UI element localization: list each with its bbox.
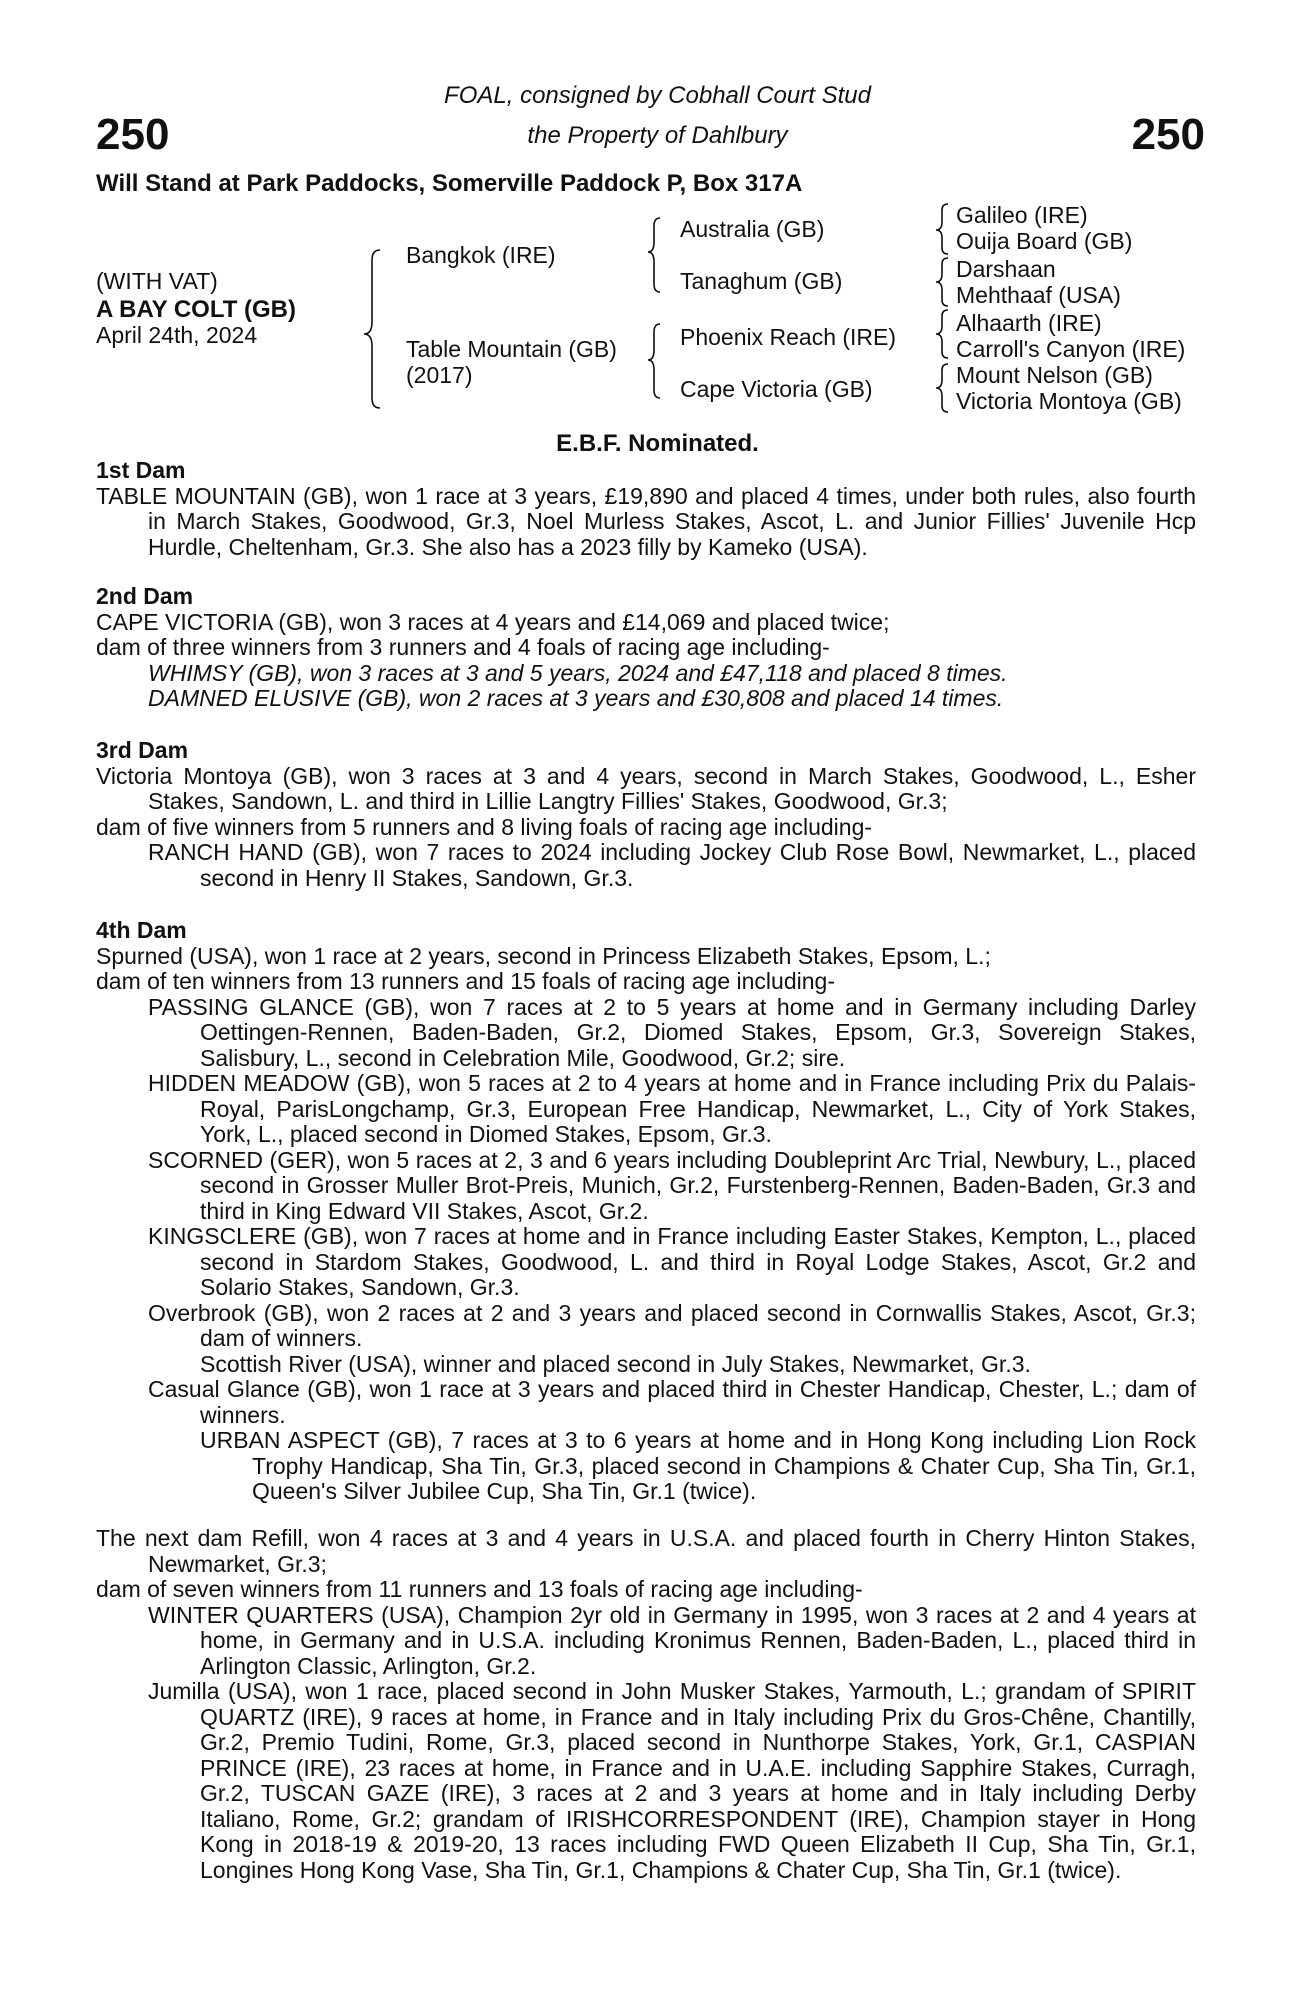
next-dam-progeny: WINTER QUARTERS (USA), Champion 2yr old in Germany in 1995, won 3 races at 2 and 4 years at home, in Germany and in U.S.A. including Kronimus Rennen, Baden-Baden, L., placed third in Arlington Classic, Arlington, Gr.2. [148,1601,1196,1679]
pedigree-sss: Galileo (IRE) [956,202,1088,228]
third-dam-produce-summary: dam of five winners from 5 runners and 8 living foals of racing age including- [96,813,873,840]
next-dam-text: The next dam Refill, won 4 races at 3 and 4 years in U.S.A. and placed fourth in Cherry Hinton Stakes, Newmarket, Gr.3; [96,1525,1196,1577]
fourth-dam-grandprogeny: URBAN ASPECT (GB), 7 races at 3 to 6 years at home and in Hong Kong including Lion Rock Trophy Handicap, Sha Tin, Gr.3, placed second in Champions & Chater Cup, Sha Tin, Gr.1, Queen's Silver Jubilee Cup, Sha Tin, Gr.1 (twice). [200,1427,1196,1504]
horse-name: A BAY COLT (GB) [96,296,297,323]
fourth-dam-progeny: KINGSCLERE (GB), won 7 races at home and in France including Easter Stakes, Kempton, L., placed second in Stardom Stakes, Goodwood, L. and third in Royal Lodge Stakes, Ascot, Gr.2 and Solario Stakes, Sandown, Gr.3. [148,1223,1196,1300]
second-dam-section [96,584,1196,712]
pedigree-sdd: Mehthaaf (USA) [956,282,1121,308]
pedigree-sds: Darshaan [956,256,1056,282]
pedigree-sire-dam: Tanaghum (GB) [680,268,843,294]
next-dam-progeny: Jumilla (USA), won 1 race, placed second in John Musker Stakes, Yarmouth, L.; grandam of SPIRIT QUARTZ (IRE), 9 races at home, in France and in Italy including Prix du Gros-Chêne, Chantilly, Gr.2, Premio Tudini, Rome, Gr.3, placed second in Nunthorpe Stakes, York, Gr.1, CASPIAN PRINCE (IRE), 23 races at home, in France and in U.A.E. including Sapphire Stakes, Curragh, Gr.2, TUSCAN GAZE (IRE), 3 races at 2 and 3 years at home and in Italy including Derby Italiano, Rome, Gr.2; grandam of IRISHCORRESPONDENT (IRE), Champion stayer in Hong Kong in 2018-19 & 2019-20, 13 races including FWD Queen Elizabeth II Cup, Sha Tin, Gr.1, Longines Hong Kong Vase, Sha Tin, Gr.1, Champions & Chater Cup, Sha Tin, Gr.1 (twice). [148,1678,1196,1883]
fourth-dam-progeny: PASSING GLANCE (GB), won 7 races at 2 to 5 years at home and in Germany including Darley Oettingen-Rennen, Baden-Baden, Gr.2, Diomed Stakes, Epsom, Gr.3, Sovereign Stakes, Salisbury, L., second in Celebration Mile, Goodwood, Gr.2; sire. [148,993,1196,1071]
fourth-dam-progeny: HIDDEN MEADOW (GB), won 5 races at 2 to 4 years at home and in France including Prix du Palais-Royal, ParisLongchamp, Gr.3, European Free Handicap, Newmarket, L., City of York Stakes, York, L., placed second in Diomed Stakes, Epsom, Gr.3. [148,1070,1196,1147]
third-dam-text: Victoria Montoya (GB), won 3 races at 3 and 4 years, second in March Stakes, Goodwood, L., Esher Stakes, Sandown, L. and third in Lillie Langtry Fillies' Stakes, Goodwood, Gr.3; [96,762,1196,814]
second-dam-heading: 2nd Dam [96,583,194,609]
first-dam-text: TABLE MOUNTAIN (GB), won 1 race at 3 years, £19,890 and placed 4 times, under both rules, also fourth in March Stakes, Goodwood, Gr.3, Noel Murless Stakes, Ascot, L. and Junior Fillies' Juvenile Hcp Hurdle, Cheltenham, Gr.3. She also has a 2023 filly by Kameko (USA). [96,482,1196,560]
fourth-dam-progeny: Casual Glance (GB), won 1 race at 3 years and placed third in Chester Handicap, Chester, L.; dam of winners. [148,1376,1196,1428]
third-dam-heading: 3rd Dam [96,737,189,763]
second-dam-progeny: WHIMSY (GB), won 3 races at 3 and 5 years, 2024 and £47,118 and placed 8 times. [148,659,1008,686]
fourth-dam-section [96,918,1196,1505]
foaling-date: April 24th, 2024 [96,322,258,348]
first-dam-section [96,458,1196,560]
pedigree-sire: Bangkok (IRE) [406,242,556,268]
lot-number-left: 250 [96,110,170,159]
next-dam-section [96,1526,1196,1883]
lot-number-right: 250 [1131,110,1205,159]
fourth-dam-heading: 4th Dam [96,917,187,943]
next-dam-produce-summary: dam of seven winners from 11 runners and 13 foals of racing age including- [96,1576,863,1602]
third-dam-section [96,738,1196,891]
fourth-dam-progeny: SCORNED (GER), won 5 races at 2, 3 and 6 years including Doubleprint Arc Trial, Newbury, L., placed second in Grosser Muller Brot-Preis, Munich, Gr.2, Furstenberg-Rennen, Baden-Baden, Gr.3 and third in King Edward VII Stakes, Ascot, Gr.2. [148,1146,1196,1224]
vat-note: (WITH VAT) [96,268,218,294]
second-dam-progeny: DAMNED ELUSIVE (GB), won 2 races at 3 years and £30,808 and placed 14 times. [148,685,1004,711]
stand-location: Will Stand at Park Paddocks, Somerville Paddock P, Box 317A [96,170,803,197]
fourth-dam-grandprogeny: Scottish River (USA), winner and placed second in July Stakes, Newmarket, Gr.3. [200,1350,1031,1377]
ebf-nominated: E.B.F. Nominated. [556,430,759,457]
second-dam-text: CAPE VICTORIA (GB), won 3 races at 4 years and £14,069 and placed twice; [96,608,890,635]
pedigree-dam-dam: Cape Victoria (GB) [680,376,873,402]
first-dam-heading: 1st Dam [96,457,186,483]
second-dam-produce-summary: dam of three winners from 3 runners and 4 foals of racing age including- [96,634,830,660]
fourth-dam-text: Spurned (USA), won 1 race at 2 years, second in Princess Elizabeth Stakes, Epsom, L.; [96,942,991,969]
pedigree-sire-sire: Australia (GB) [680,216,825,242]
consignor-line: FOAL, consigned by Cobhall Court Stud [444,82,871,109]
fourth-dam-produce-summary: dam of ten winners from 13 runners and 15 foals of racing age including- [96,968,835,994]
property-line: the Property of Dahlbury [527,122,788,149]
pedigree-dsd: Carroll's Canyon (IRE) [956,336,1186,362]
fourth-dam-progeny: Overbrook (GB), won 2 races at 2 and 3 years and placed second in Cornwallis Stakes, Ascot, Gr.3; dam of winners. [148,1299,1196,1351]
pedigree-ddd: Victoria Montoya (GB) [956,388,1182,414]
pedigree-dam-year: (2017) [406,362,473,388]
pedigree-dss: Alhaarth (IRE) [956,310,1102,336]
pedigree-dam: Table Mountain (GB) [406,336,617,362]
pedigree-dds: Mount Nelson (GB) [956,362,1153,388]
pedigree-dam-sire: Phoenix Reach (IRE) [680,324,897,350]
pedigree-ssd: Ouija Board (GB) [956,228,1133,254]
third-dam-progeny: RANCH HAND (GB), won 7 races to 2024 including Jockey Club Rose Bowl, Newmarket, L., placed second in Henry II Stakes, Sandown, Gr.3. [148,839,1196,891]
